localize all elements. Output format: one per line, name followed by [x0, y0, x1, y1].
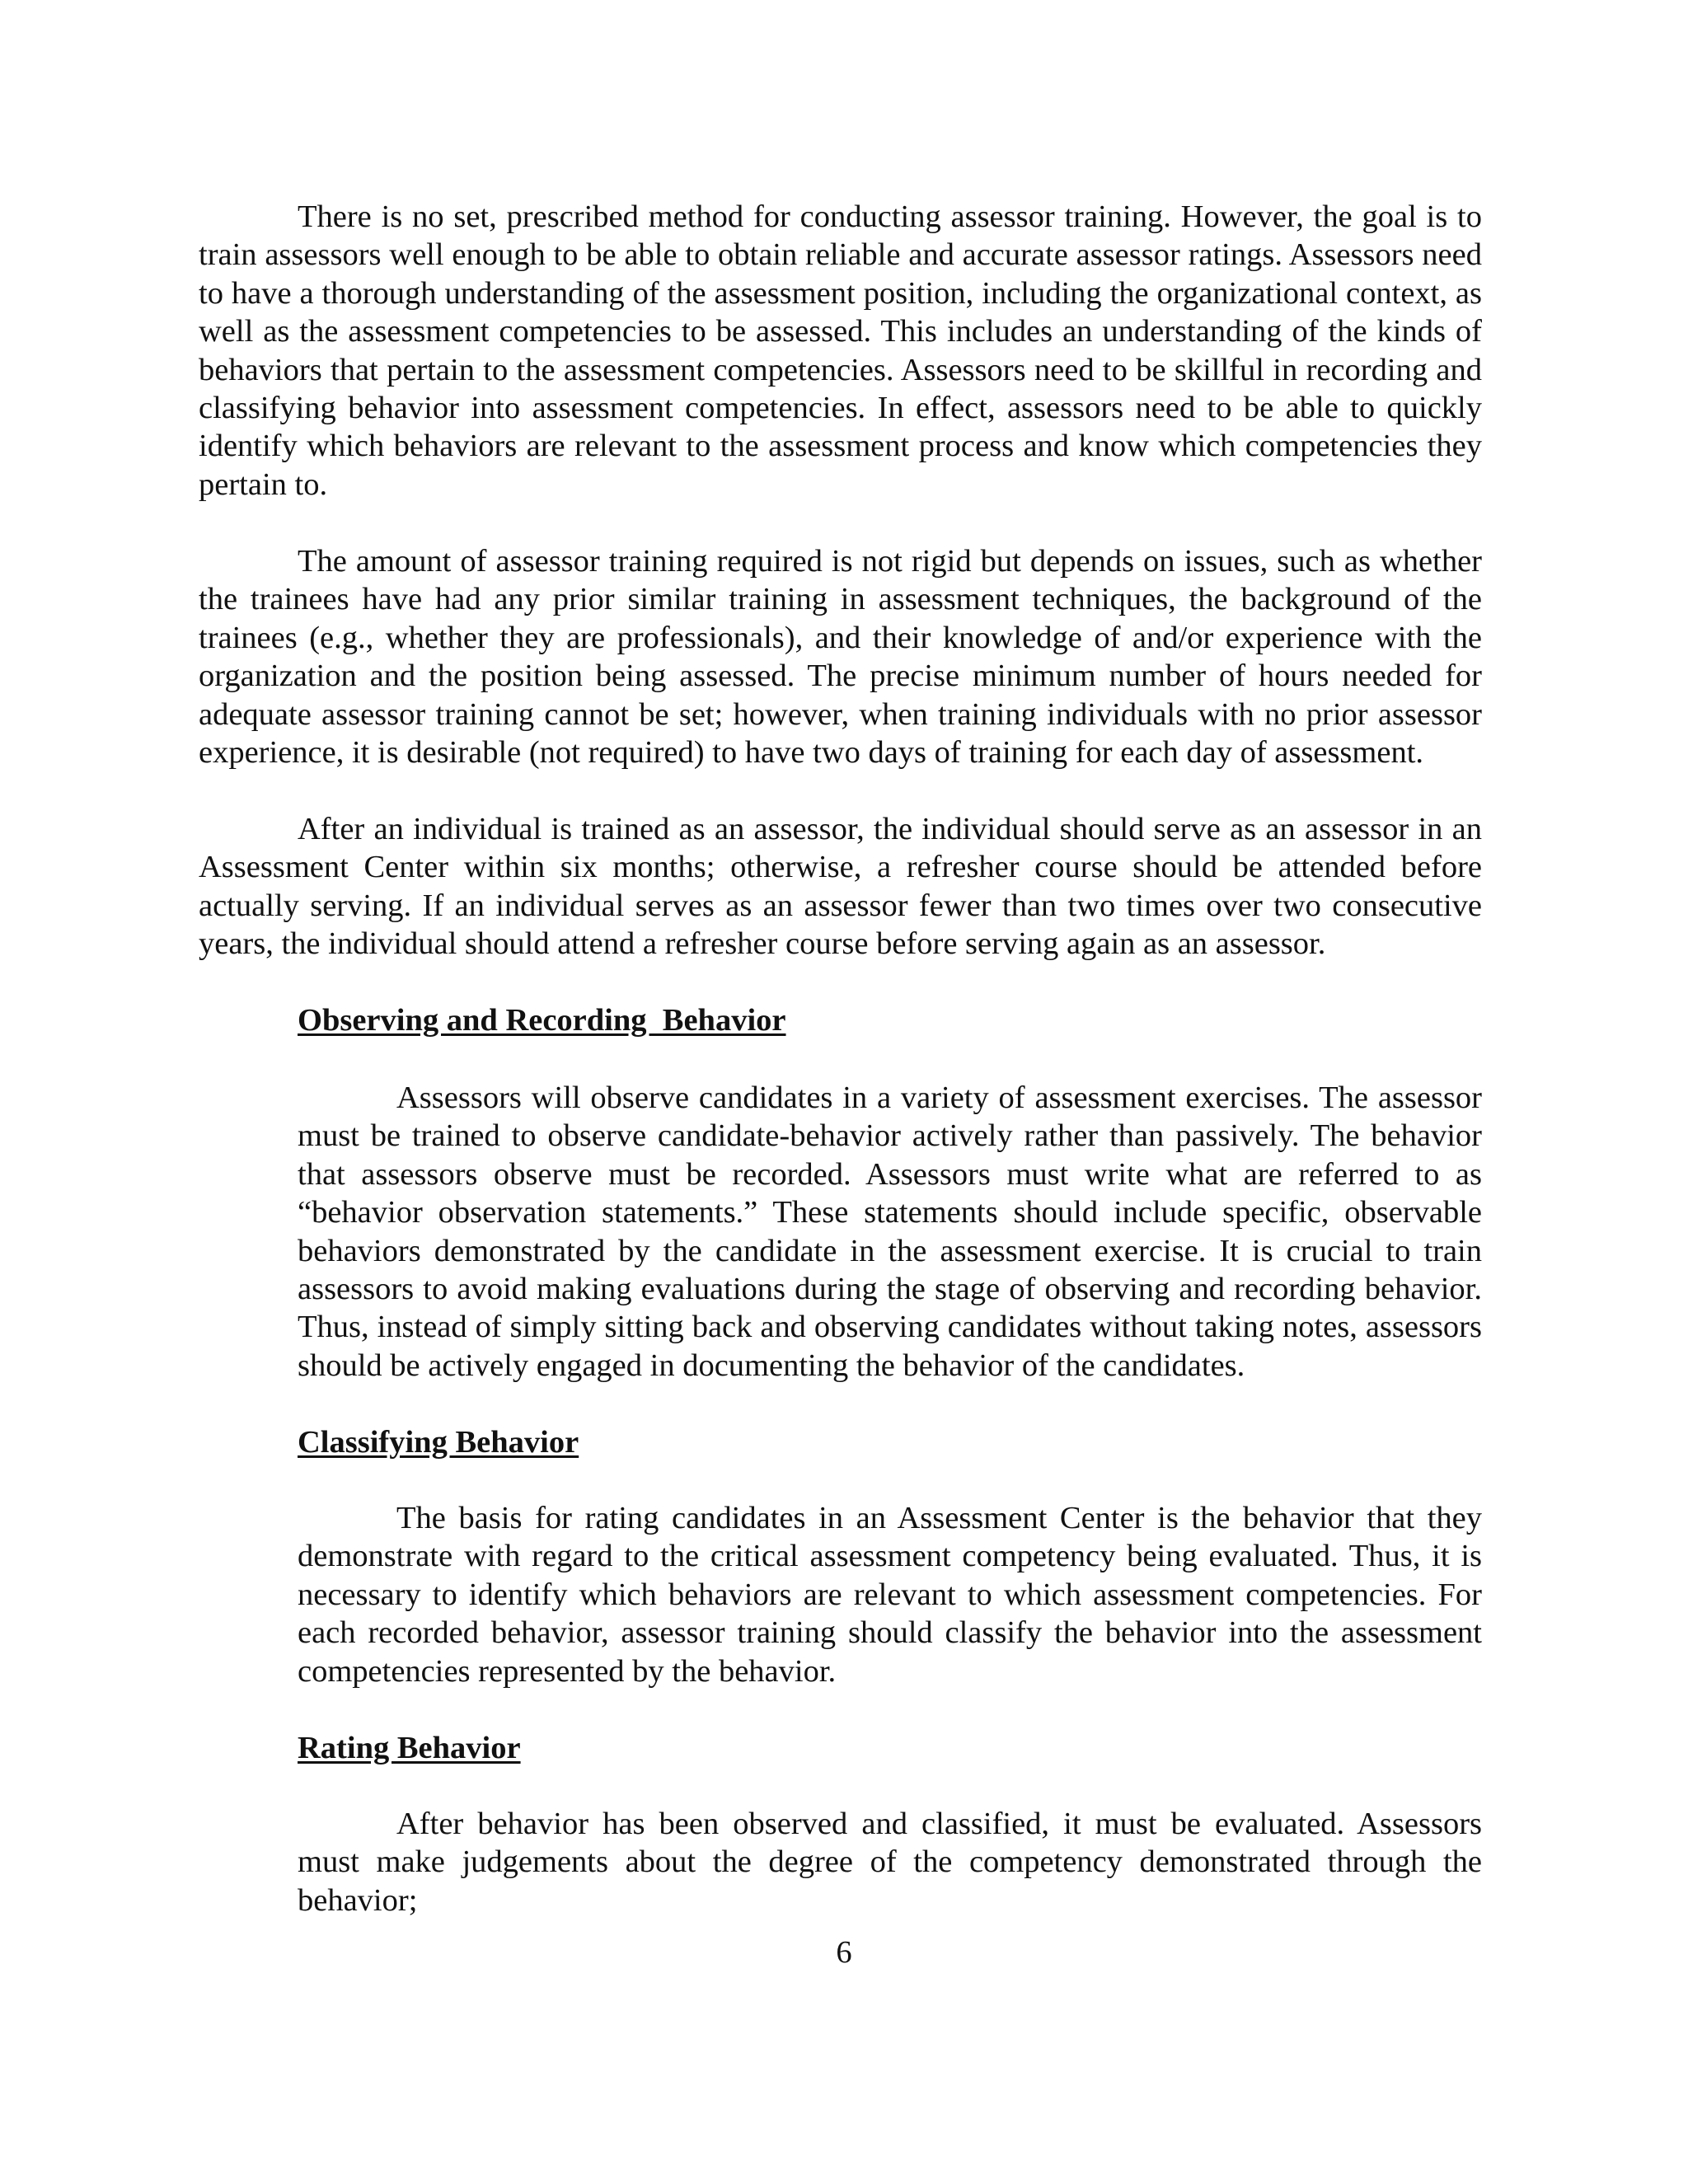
- intro-paragraph-3-block: [199, 810, 1482, 963]
- section-body-observing-recording-block: [298, 1079, 1482, 1385]
- intro-paragraph-2-block: [199, 542, 1482, 771]
- section-heading-classifying: Classifying Behavior: [298, 1425, 579, 1460]
- section-body-rating: After behavior has been observed and classified, it must be evaluated. Assessors must make judgements about the degree of the competency demonstrated through the behavior;: [298, 1807, 1482, 1918]
- section-heading-rating: Rating Behavior: [298, 1731, 521, 1765]
- intro-paragraph-2: The amount of assessor training required is not rigid but depends on issues, such as whether the trainees have had any prior similar training in assessment techniques, the background of the trainees (e.g., whether they are professionals), and their knowledge of and/or experience with the organization and the position being assessed. The precise minimum number of hours needed for adequate assessor training cannot be set; however, when training individuals with no prior assessor experience, it is desirable (not required) to have two days of training for each day of assessment.: [199, 544, 1482, 771]
- section-body-classifying: The basis for rating candidates in an Assessment Center is the behavior that they demonstrate with regard to the critical assessment competency being evaluated. Thus, it is necessary to identify which behaviors are relevant to which assessment competencies. For each recorded behavior, assessor training should classify the behavior into the assessment competencies represented by the behavior.: [298, 1501, 1482, 1689]
- page-number: 6: [836, 1935, 852, 1970]
- section-body-observing-recording: Assessors will observe candidates in a variety of assessment exercises. The assessor must be trained to observe candidate-behavior actively rather than passively. The behavior that assessors observe must be recorded. Assessors must write what are referred to as “behavior observation statements.” These statements should include specific, observable behaviors demonstrated by the candidate in the assessment exercise. It is crucial to train assessors to avoid making evaluations during the stage of observing and recording behavior. Thus, instead of simply sitting back and observing candidates without taking notes, assessors should be actively engaged in documenting the behavior of the candidates.: [298, 1080, 1482, 1383]
- intro-paragraph-1-block: [199, 198, 1482, 504]
- intro-paragraph-1: There is no set, prescribed method for conducting assessor training. However, the goal is to train assessors well enough to be able to obtain reliable and accurate assessor ratings. Assessors need to have a thorough understanding of the assessment position, including the organizational context, as well as the assessment competencies to be assessed. This includes an understanding of the kinds of behaviors that pertain to the assessment competencies. Assessors need to be skillful in recording and classifying behavior into assessment competencies. In effect, assessors need to be able to quickly identify which behaviors are relevant to the assessment process and know which competencies they pertain to.: [199, 199, 1482, 502]
- section-body-classifying-block: [298, 1499, 1482, 1690]
- section-body-rating-block: [298, 1805, 1482, 1919]
- intro-paragraph-3: After an individual is trained as an assessor, the individual should serve as an assessor in an Assessment Center within six months; otherwise, a refresher course should be attended before actually serving. If an individual serves as an assessor fewer than two times over two consecutive years, the individual should attend a refresher course before serving again as an assessor.: [199, 812, 1482, 962]
- section-heading-observing-recording: Observing and Recording Behavior: [298, 1003, 786, 1038]
